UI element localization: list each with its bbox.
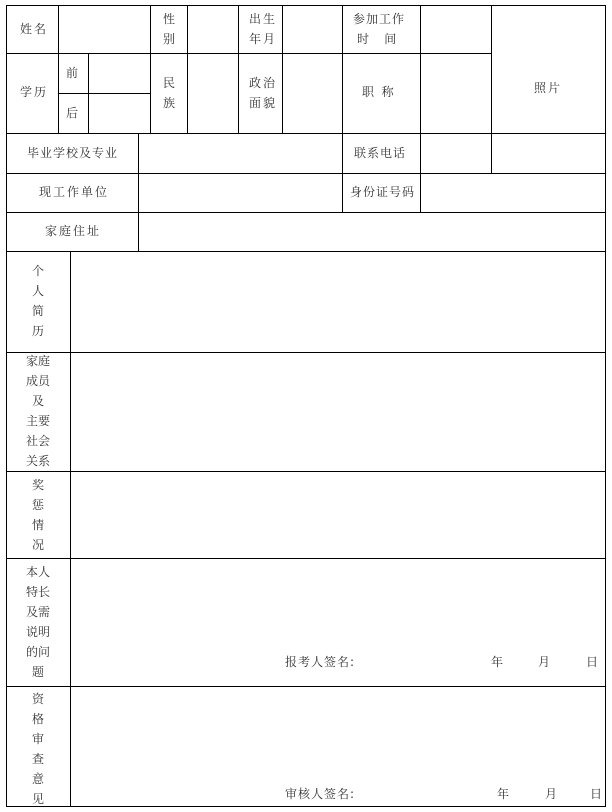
review-label-char: 格 bbox=[31, 712, 44, 726]
review-label bbox=[23, 689, 53, 809]
political-label-line2: 面貌 bbox=[249, 96, 278, 110]
birth-field[interactable] bbox=[283, 6, 342, 53]
review-label-char: 资 bbox=[31, 692, 44, 706]
col-divider bbox=[342, 5, 343, 212]
reviewer-year-label: 年 bbox=[497, 787, 510, 801]
gender-label-line1: 性 bbox=[163, 12, 176, 26]
resume-label-char: 人 bbox=[31, 284, 44, 298]
specialty-label-line: 特长 bbox=[25, 585, 50, 599]
work-start-label-line1: 参加工作 bbox=[353, 12, 406, 26]
rewards-label-char: 惩 bbox=[31, 498, 44, 512]
applicant-month-label: 月 bbox=[538, 655, 551, 669]
education-label: 学历 bbox=[20, 85, 49, 99]
work-start-field[interactable] bbox=[421, 6, 491, 53]
specialty-label-line: 题 bbox=[31, 665, 44, 679]
name-field[interactable] bbox=[59, 6, 150, 53]
edu-after-field[interactable] bbox=[89, 94, 150, 133]
resume-field[interactable] bbox=[71, 252, 605, 352]
specialty-label-line: 说明 bbox=[25, 625, 50, 639]
review-label-char: 意 bbox=[31, 772, 44, 786]
name-label: 姓名 bbox=[20, 22, 49, 36]
resume-label bbox=[23, 261, 53, 341]
family-field[interactable] bbox=[71, 353, 605, 471]
political-field[interactable] bbox=[283, 54, 342, 133]
workplace-label: 现工作单位 bbox=[39, 185, 110, 199]
edu-before-label: 前 bbox=[66, 66, 79, 80]
id-number-field[interactable] bbox=[421, 174, 605, 212]
workplace-field[interactable] bbox=[139, 174, 342, 212]
school-major-field[interactable] bbox=[139, 134, 342, 173]
rewards-field[interactable] bbox=[71, 472, 605, 558]
work-start-label-line2: 时 间 bbox=[357, 32, 397, 46]
table-border-left bbox=[6, 5, 7, 807]
gender-field[interactable] bbox=[188, 6, 238, 53]
birth-label-line2: 年月 bbox=[249, 32, 278, 46]
applicant-year-label: 年 bbox=[491, 655, 504, 669]
resume-label-char: 历 bbox=[31, 324, 44, 338]
reviewer-day-label: 日 bbox=[590, 787, 603, 801]
table-border-bottom bbox=[6, 806, 606, 807]
reviewer-signature-label: 审核人签名: bbox=[285, 787, 356, 801]
col-divider bbox=[150, 5, 151, 133]
political-label-line1: 政治 bbox=[249, 76, 278, 90]
col-divider bbox=[238, 5, 239, 133]
address-field[interactable] bbox=[139, 213, 605, 251]
photo-field[interactable] bbox=[492, 6, 605, 173]
school-major-label: 毕业学校及专业 bbox=[27, 146, 119, 160]
family-label-line: 社会 bbox=[25, 434, 50, 448]
title-label: 职 称 bbox=[362, 85, 394, 99]
review-label-char: 审 bbox=[31, 732, 44, 746]
review-label-char: 查 bbox=[31, 752, 44, 766]
specialty-label-line: 及需 bbox=[25, 605, 50, 619]
id-number-label: 身份证号码 bbox=[350, 185, 416, 199]
gender-label-line2: 别 bbox=[163, 32, 176, 46]
address-label: 家庭住址 bbox=[45, 224, 102, 238]
rewards-label-char: 奖 bbox=[31, 478, 44, 492]
applicant-day-label: 日 bbox=[586, 655, 599, 669]
birth-label-line1: 出生 bbox=[249, 12, 278, 26]
specialty-label bbox=[23, 562, 53, 682]
row-divider bbox=[6, 53, 491, 54]
resume-label-char: 简 bbox=[31, 304, 44, 318]
rewards-label-char: 情 bbox=[31, 518, 44, 532]
phone-field[interactable] bbox=[421, 134, 491, 173]
family-label-line: 主要 bbox=[25, 414, 50, 428]
review-label-char: 见 bbox=[31, 792, 44, 806]
rewards-label bbox=[23, 475, 53, 555]
ethnicity-label-line2: 族 bbox=[163, 96, 176, 110]
family-label-line: 成员 bbox=[25, 374, 50, 388]
photo-label: 照片 bbox=[534, 81, 563, 95]
family-label-line: 家庭 bbox=[25, 354, 50, 368]
applicant-signature-label: 报考人签名: bbox=[285, 655, 356, 669]
resume-label-char: 个 bbox=[31, 264, 44, 278]
reviewer-month-label: 月 bbox=[545, 787, 558, 801]
specialty-label-line: 的问 bbox=[25, 645, 50, 659]
specialty-label-line: 本人 bbox=[25, 565, 50, 579]
phone-label: 联系电话 bbox=[354, 146, 407, 160]
rewards-label-char: 况 bbox=[31, 538, 44, 552]
family-label-line: 关系 bbox=[25, 454, 50, 468]
ethnicity-label-line1: 民 bbox=[163, 76, 176, 90]
edu-before-field[interactable] bbox=[89, 54, 150, 93]
family-label-line: 及 bbox=[31, 394, 44, 408]
family-label bbox=[23, 351, 53, 471]
table-border-right bbox=[605, 5, 606, 807]
edu-after-label: 后 bbox=[66, 106, 79, 120]
title-field[interactable] bbox=[421, 54, 491, 133]
ethnicity-field[interactable] bbox=[188, 54, 238, 133]
